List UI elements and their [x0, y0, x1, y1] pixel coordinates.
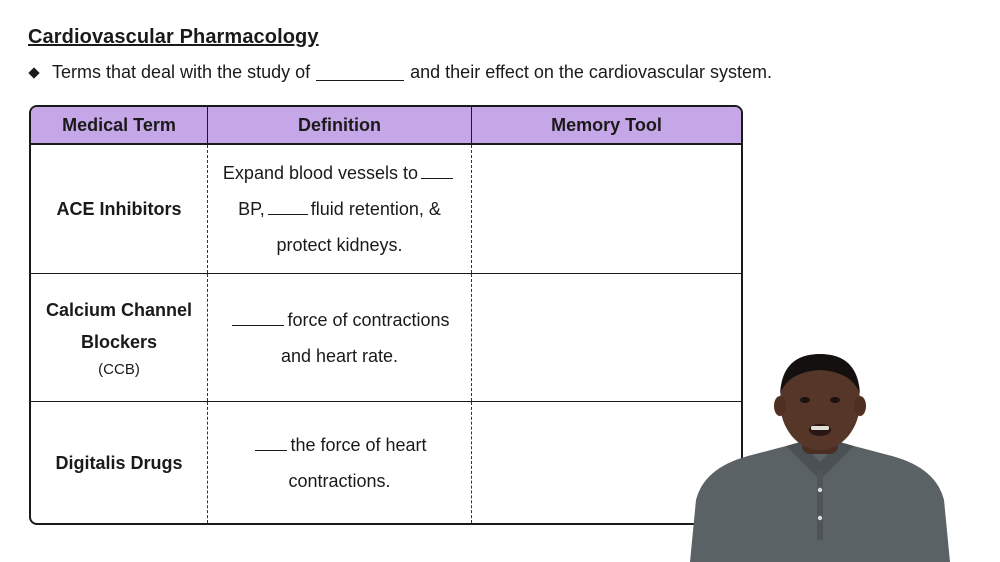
definition-digitalis: [208, 402, 472, 523]
definition-ccb: [208, 274, 472, 401]
slide-title: Cardiovascular Pharmacology: [28, 26, 319, 48]
definition-text: force of contractions: [287, 309, 450, 330]
header-definition: Definition: [208, 107, 472, 143]
header-memory-tool: Memory Tool: [551, 115, 662, 135]
definition-text: the force of heart: [290, 434, 427, 455]
presenter-video-thumbnail[interactable]: [690, 350, 950, 562]
definition-text: fluid retention, &: [310, 199, 441, 219]
table-row: [31, 145, 741, 274]
fill-in-blank: [232, 311, 284, 326]
fill-in-blank: [255, 436, 287, 451]
terms-table: [29, 105, 743, 525]
definition-ace-inhibitors: [208, 145, 472, 273]
term-text: Blockers: [80, 331, 158, 352]
term-digitalis-drugs: Digitalis Drugs: [31, 402, 208, 523]
fill-in-blank: [316, 64, 404, 81]
bullet-point: [28, 62, 772, 83]
table-row: [31, 402, 741, 523]
table-header-row: [31, 107, 741, 145]
definition-text: protect kidneys.: [276, 235, 403, 255]
term-abbreviation: (CCB): [98, 360, 140, 378]
bullet-text-after: and their effect on the cardiovascular system.: [410, 62, 772, 82]
definition-text: BP,: [238, 199, 265, 219]
header-medical-term: Medical Term: [31, 107, 208, 143]
bullet-text-before: Terms that deal with the study of: [52, 62, 311, 82]
definition-text: Expand blood vessels to: [222, 163, 419, 183]
definition-text: and heart rate.: [280, 345, 399, 366]
definition-text: contractions.: [288, 470, 391, 491]
term-text: Calcium Channel: [45, 299, 193, 320]
fill-in-blank: [268, 200, 308, 215]
term-ace-inhibitors: ACE Inhibitors: [31, 145, 208, 273]
term-calcium-channel-blockers: [31, 274, 208, 401]
fill-in-blank: [421, 164, 453, 179]
table-row: [31, 274, 741, 402]
memory-tool-cell: [472, 145, 741, 273]
diamond-bullet-icon: [28, 67, 39, 78]
